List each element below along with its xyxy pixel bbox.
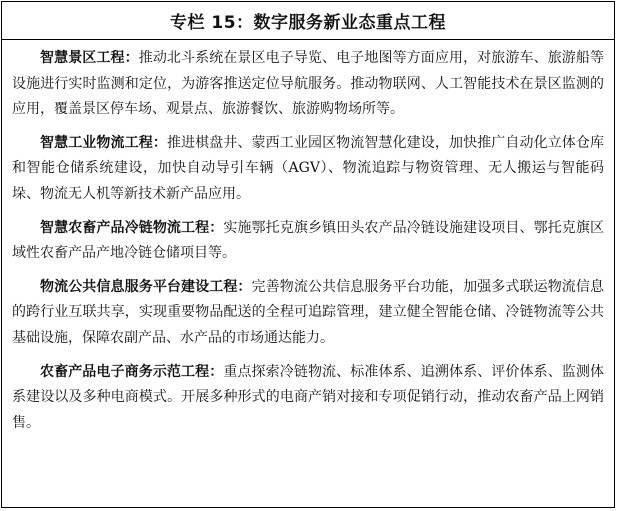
section-paragraph xyxy=(12,275,604,352)
section-smart-industrial-logistics xyxy=(12,131,604,208)
section-paragraph xyxy=(12,360,604,437)
section-text: 实施鄂托克旗乡镇田头农产品冷链设施建设项目、鄂托克旗区域性农畜产品产地冷链仓储项目等。 xyxy=(12,219,605,262)
section-label: 智慧景区工程： xyxy=(40,50,139,66)
column-title: 专栏 15：数字服务新业态重点工程 xyxy=(2,2,614,40)
section-ecommerce-demonstration xyxy=(12,360,604,437)
section-text: 推进棋盘井、蒙西工业园区物流智慧化建设，加快推广自动化立体仓库和智能仓储系统建设，加快自动导引车辆（AGV）、物流追踪与物资管理、无人搬运与智能码垛、物流无人机等新技术新产品应用。 xyxy=(12,134,605,202)
section-label: 智慧工业物流工程： xyxy=(40,134,167,151)
section-paragraph xyxy=(12,131,604,208)
section-label: 农畜产品电子商务示范工程： xyxy=(40,363,224,380)
section-smart-scenic-area xyxy=(12,46,604,123)
section-label: 物流公共信息服务平台建设工程： xyxy=(40,278,252,295)
section-logistics-info-platform xyxy=(12,275,604,352)
column-box xyxy=(1,1,615,508)
column-content xyxy=(2,40,614,436)
section-text: 推动北斗系统在景区电子导览、电子地图等方面应用，对旅游车、旅游船等设施进行实时监测和定位，为游客推送定位导航服务。推动物联网、人工智能技术在景区监测的应用，覆盖景区停车场、观景点、旅游餐饮、旅游购物场所等。 xyxy=(12,50,604,118)
section-paragraph xyxy=(12,216,604,267)
section-cold-chain-logistics xyxy=(12,216,604,267)
section-text: 重点探索冷链物流、标准体系、追溯体系、评价体系、监测体系建设以及多种电商模式。开展多种形式的电商产销对接和专项促销行动，推动农畜产品上网销售。 xyxy=(12,363,605,431)
section-paragraph xyxy=(12,46,604,123)
section-label: 智慧农畜产品冷链物流工程： xyxy=(40,219,224,236)
section-text: 完善物流公共信息服务平台功能，加强多式联运物流信息的跨行业互联共享，实现重要物品配送的全程可追踪管理，建立健全智能仓储、冷链物流等公共基础设施，保障农副产品、水产品的市场通达能力。 xyxy=(12,278,605,346)
